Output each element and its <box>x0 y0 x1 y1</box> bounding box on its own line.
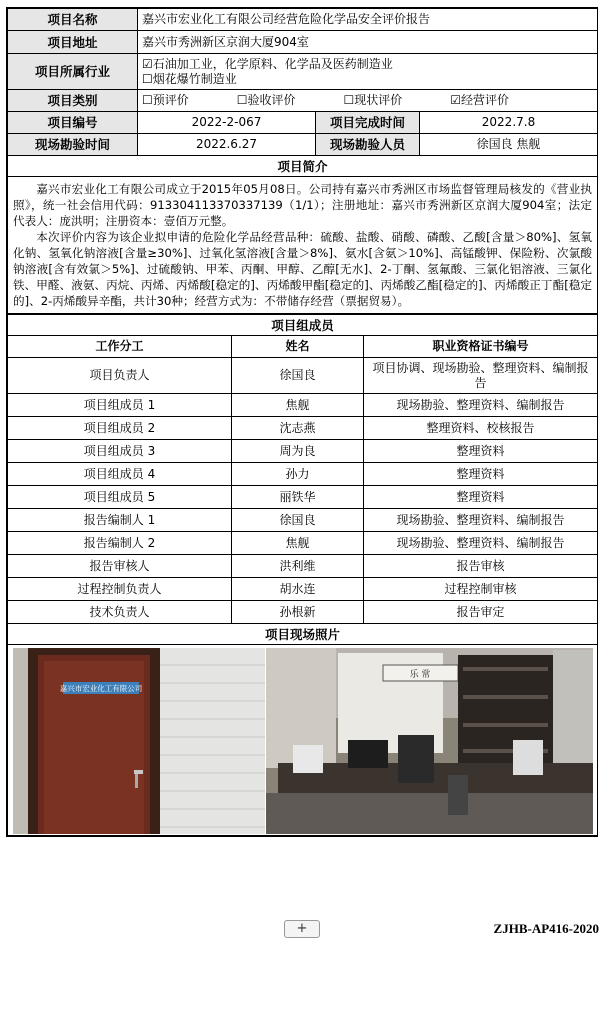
survey-time-label: 现场勘验时间 <box>8 134 138 156</box>
team-role: 项目组成员 5 <box>8 486 232 509</box>
team-name: 丽铁华 <box>232 486 364 509</box>
project-type-label: 项目类别 <box>8 90 138 112</box>
project-code-value: 2022-2-067 <box>138 112 316 134</box>
team-table <box>7 314 598 836</box>
team-header-cert: 职业资格证书编号 <box>364 336 598 358</box>
site-photos <box>8 645 597 835</box>
team-name: 徐国良 <box>232 509 364 532</box>
team-name: 沈志燕 <box>232 417 364 440</box>
team-row <box>8 555 598 578</box>
finish-time-label: 项目完成时间 <box>316 112 420 134</box>
team-cert: 项目协调、现场勘验、整理资料、编制报告 <box>364 358 598 394</box>
team-role: 报告编制人 1 <box>8 509 232 532</box>
team-header-name: 姓名 <box>232 336 364 358</box>
team-cert: 现场勘验、整理资料、编制报告 <box>364 509 598 532</box>
team-cert: 整理资料 <box>364 440 598 463</box>
team-role: 技术负责人 <box>8 601 232 624</box>
project-name-value: 嘉兴市宏业化工有限公司经营危险化学品安全评价报告 <box>138 9 598 31</box>
intro-text <box>8 177 598 314</box>
team-role: 项目组成员 2 <box>8 417 232 440</box>
intro-paragraph-1: 嘉兴市宏业化工有限公司成立于2015年05月08日。公司持有嘉兴市秀洲区市场监督管理局核发的《营业执照》，统一社会信用代码：913304113370337139（1/1）；注册地址：嘉兴市秀洲新区京润大厦904室；法定代表人：庞洪明；注册资本：壹佰万元整。 <box>13 182 593 228</box>
team-row <box>8 358 598 394</box>
team-name: 洪利维 <box>232 555 364 578</box>
team-row <box>8 463 598 486</box>
finish-time-value: 2022.7.8 <box>420 112 598 134</box>
door-sign-text: 嘉兴市宏业化工有限公司 <box>59 684 143 693</box>
team-name: 孙力 <box>232 463 364 486</box>
team-row <box>8 394 598 417</box>
industry-option-chemical: ☑石油加工业，化学原料、化学品及医药制造业 <box>142 56 393 71</box>
team-rows <box>8 358 598 624</box>
team-section-title: 项目组成员 <box>8 315 598 336</box>
team-cert: 整理资料、校核报告 <box>364 417 598 440</box>
type-option-status: ☐现状评价 <box>343 93 403 107</box>
document-code: ZJHB-AP416-2020 <box>493 921 599 936</box>
team-cert: 现场勘验、整理资料、编制报告 <box>364 394 598 417</box>
team-role: 报告审核人 <box>8 555 232 578</box>
team-row <box>8 486 598 509</box>
type-option-operation: ☑经营评价 <box>450 93 510 107</box>
door-photo <box>13 648 265 834</box>
wall-art-text: 乐 常 <box>409 670 431 680</box>
survey-person-value: 徐国良 焦舰 <box>420 134 598 156</box>
team-cert: 整理资料 <box>364 463 598 486</box>
team-row <box>8 509 598 532</box>
team-role: 报告编制人 2 <box>8 532 232 555</box>
project-address-value: 嘉兴市秀洲新区京润大厦904室 <box>138 31 598 54</box>
desk-icon <box>278 763 593 793</box>
team-row <box>8 417 598 440</box>
team-role: 项目组成员 4 <box>8 463 232 486</box>
team-cert: 报告审定 <box>364 601 598 624</box>
team-name: 徐国良 <box>232 358 364 394</box>
team-row <box>8 578 598 601</box>
type-option-pre: ☐预评价 <box>142 93 189 107</box>
team-cert: 报告审核 <box>364 555 598 578</box>
type-option-acceptance: ☐验收评价 <box>236 93 296 107</box>
project-name-label: 项目名称 <box>8 9 138 31</box>
team-name: 胡水连 <box>232 578 364 601</box>
project-info-table <box>7 8 598 314</box>
team-cert: 现场勘验、整理资料、编制报告 <box>364 532 598 555</box>
report-sheet <box>6 7 598 837</box>
team-header-role: 工作分工 <box>8 336 232 358</box>
photos-section-title: 项目现场照片 <box>8 624 598 645</box>
zoom-in-button[interactable]: + <box>284 920 320 938</box>
monitor-icon <box>348 740 388 768</box>
door-handle-icon <box>134 770 143 774</box>
team-role: 项目组成员 1 <box>8 394 232 417</box>
team-name: 焦舰 <box>232 394 364 417</box>
site-photos-svg <box>8 645 597 835</box>
team-cert: 过程控制审核 <box>364 578 598 601</box>
team-row <box>8 532 598 555</box>
project-industry-value <box>138 54 598 90</box>
project-address-label: 项目地址 <box>8 31 138 54</box>
office-photo <box>266 648 593 834</box>
survey-time-value: 2022.6.27 <box>138 134 316 156</box>
team-row <box>8 601 598 624</box>
industry-option-fireworks: ☐烟花爆竹制造业 <box>142 71 237 86</box>
team-name: 周为良 <box>232 440 364 463</box>
team-name: 焦舰 <box>232 532 364 555</box>
survey-person-label: 现场勘验人员 <box>316 134 420 156</box>
project-type-options <box>138 90 598 112</box>
project-code-label: 项目编号 <box>8 112 138 134</box>
team-name: 孙根新 <box>232 601 364 624</box>
project-industry-label: 项目所属行业 <box>8 54 138 90</box>
team-cert: 整理资料 <box>364 486 598 509</box>
photos-cell <box>8 645 598 836</box>
team-row <box>8 440 598 463</box>
team-role: 项目组成员 3 <box>8 440 232 463</box>
intro-paragraph-2: 本次评价内容为该企业拟申请的危险化学品经营品种：硫酸、盐酸、硝酸、磷酸、乙酸[含量＞80%]、氢氧化钠、氢氧化钠溶液[含量≥30%]、过氧化氢溶液[含量＞8%]、氨水[含氨＞10%]、高锰酸钾、保险粉、次氯酸钠溶液[含有效氯＞5%]、过硫酸钠、甲苯、丙酮、甲醇、乙醇[无水]、2-丁酮、氢氟酸、三氯化铝溶液、三氯化铁、甲醛、液氨、丙烷、丙烯、丙烯酸[稳定的]、丙烯酸甲酯[稳定的]、丙烯酸乙酯[稳定的]、丙烯酸正丁酯[稳定的]、2-丙烯酸异辛酯，共计30种；经营方式为：不带储存经营（票据贸易）。 <box>13 230 593 308</box>
intro-section-title: 项目简介 <box>8 156 598 177</box>
team-role: 过程控制负责人 <box>8 578 232 601</box>
team-role: 项目负责人 <box>8 358 232 394</box>
